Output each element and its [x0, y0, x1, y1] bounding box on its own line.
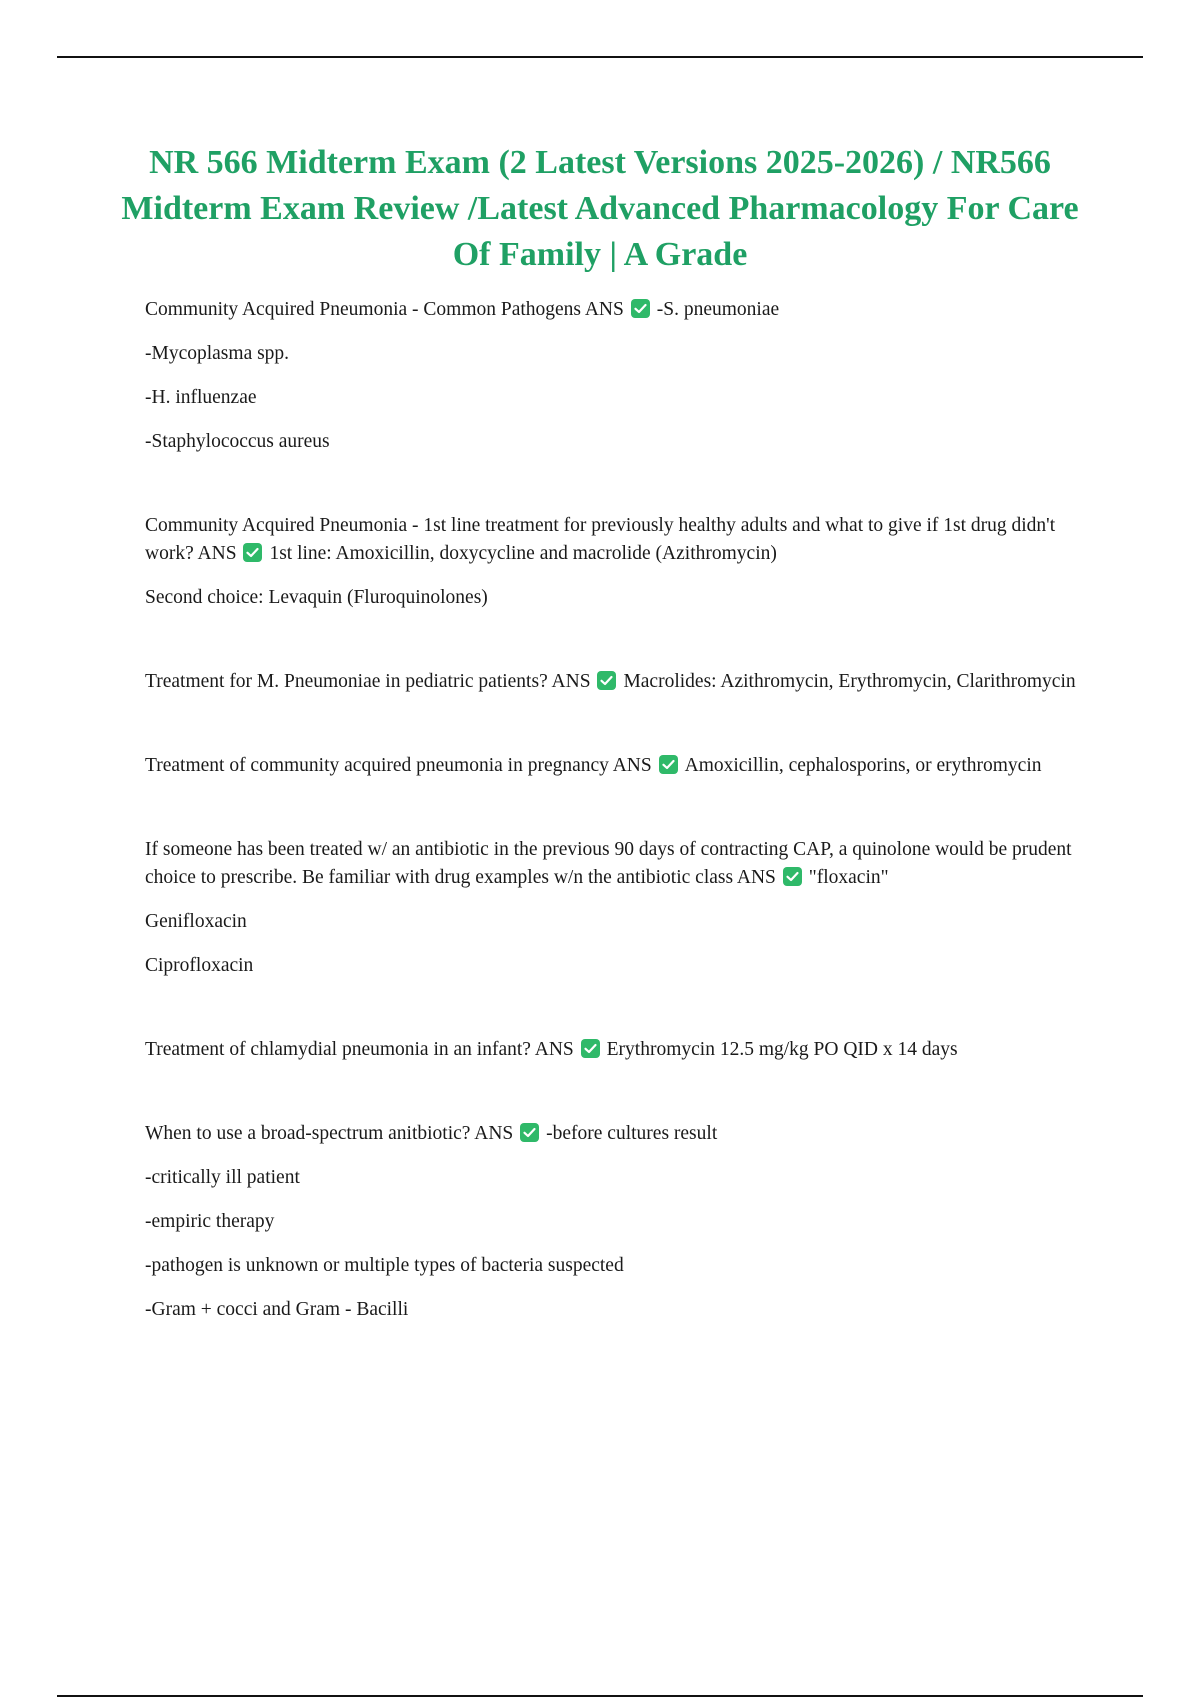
qa-item: [145, 836, 1090, 980]
check-mark-icon: [631, 299, 650, 318]
check-mark-icon: [659, 755, 678, 774]
qa-item: [145, 1120, 1090, 1324]
answer-line: -critically ill patient: [145, 1167, 300, 1188]
qa-line: [145, 296, 1090, 324]
question-text: Treatment for M. Pneumoniae in pediatric patients?: [145, 671, 548, 692]
qa-line: [145, 512, 1090, 568]
check-mark-icon: [597, 671, 616, 690]
document-title: NR 566 Midterm Exam (2 Latest Versions 2025-2026) / NR566 Midterm Exam Review /Latest Advanced Pharmacology For Care Of Family | A Grade: [121, 144, 1079, 273]
qa-item: [145, 512, 1090, 612]
answer-text: -before cultures result: [546, 1123, 718, 1144]
check-mark-icon: [581, 1039, 600, 1058]
answer-text: 1st line: Amoxicillin, doxycycline and macrolide (Azithromycin): [269, 543, 777, 564]
qa-item: [145, 752, 1090, 780]
answer-line: -Gram + cocci and Gram - Bacilli: [145, 1299, 409, 1320]
answer-marker: ANS: [197, 543, 237, 564]
answer-line: Ciprofloxacin: [145, 955, 254, 976]
answer-marker: ANS: [534, 1039, 574, 1060]
answer-marker: ANS: [474, 1123, 514, 1144]
answer-line: -H. influenzae: [145, 387, 257, 408]
question-text: Community Acquired Pneumonia - 1st line treatment for previously healthy adults and what to give if 1st drug didn't work?: [145, 515, 1056, 564]
qa-line: [145, 1120, 1090, 1148]
answer-text: Macrolides: Azithromycin, Erythromycin, Clarithromycin: [623, 671, 1076, 692]
question-text: Treatment of community acquired pneumonia in pregnancy: [145, 755, 609, 776]
answer-line: -pathogen is unknown or multiple types of bacteria suspected: [145, 1255, 624, 1276]
question-text: Treatment of chlamydial pneumonia in an infant?: [145, 1039, 531, 1060]
qa-item: [145, 1036, 1090, 1064]
answer-marker: ANS: [612, 755, 652, 776]
question-text: If someone has been treated w/ an antibiotic in the previous 90 days of contracting CAP, a quinolone would be prudent choice to prescribe. Be familiar with drug examples w/n the antibiotic class: [145, 839, 1072, 888]
answer-line: Second choice: Levaquin (Fluroquinolones): [145, 587, 488, 608]
answer-line: -empiric therapy: [145, 1211, 275, 1232]
answer-text: Erythromycin 12.5 mg/kg PO QID x 14 days: [606, 1039, 958, 1060]
bottom-rule: [57, 1695, 1143, 1697]
answer-text: Amoxicillin, cephalosporins, or erythromycin: [684, 755, 1042, 776]
qa-line: [145, 1036, 1090, 1064]
question-text: Community Acquired Pneumonia - Common Pathogens: [145, 299, 582, 320]
check-mark-icon: [783, 867, 802, 886]
qa-line: [145, 752, 1090, 780]
answer-text: "floxacin": [808, 867, 889, 888]
check-mark-icon: [243, 543, 262, 562]
question-text: When to use a broad-spectrum anitbiotic?: [145, 1123, 471, 1144]
qa-item: [145, 668, 1090, 696]
answer-line: -Mycoplasma spp.: [145, 343, 290, 364]
qa-line: [145, 836, 1090, 892]
qa-line: [145, 668, 1090, 696]
answer-marker: ANS: [551, 671, 591, 692]
qa-item: [145, 296, 1090, 456]
answer-marker: ANS: [736, 867, 776, 888]
check-mark-icon: [520, 1123, 539, 1142]
qa-list: [145, 296, 1090, 1380]
top-rule: [57, 56, 1143, 58]
answer-marker: ANS: [584, 299, 624, 320]
answer-line: -Staphylococcus aureus: [145, 431, 330, 452]
answer-text: -S. pneumoniae: [656, 299, 780, 320]
answer-line: Genifloxacin: [145, 911, 247, 932]
